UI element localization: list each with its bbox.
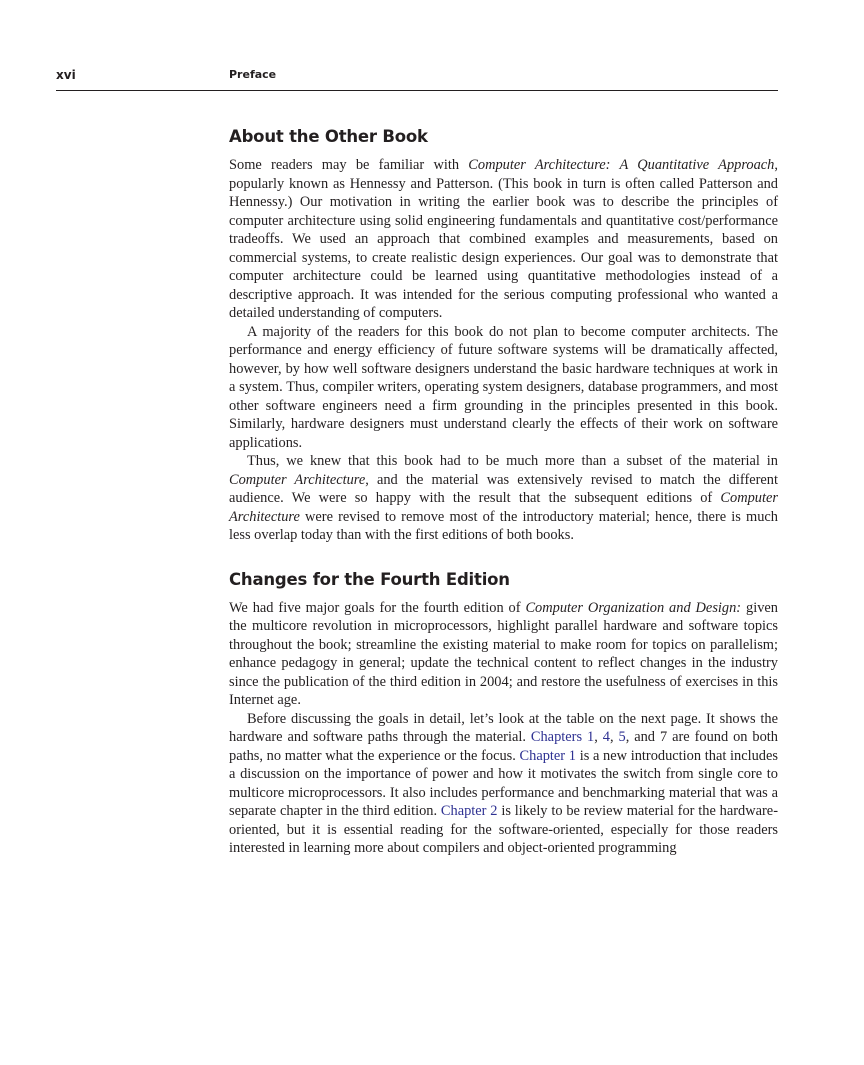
- paragraph: [229, 599, 778, 710]
- text-run: We had five major goals for the fourth edition of: [229, 599, 526, 616]
- chapter-reference-link[interactable]: 5: [618, 729, 626, 745]
- italic-text-run: Computer Architecture: [229, 471, 366, 488]
- chapter-reference-link[interactable]: Chapters 1: [530, 729, 595, 745]
- text-run: , popularly known as Hennessy and Patterson. (This book in turn is often called Patterson and Hennessy.) Our motivation in writing the earlier book was to describe the principles of computer architecture using solid engineering fundamentals and quantitative cost/performance tradeoffs. We used an approach that combined examples and measurements, based on commercial systems, to create realistic design experiences. Our goal was to demonstrate that computer architecture could be learned using quantitative methodologies instead of a descriptive approach. It was intended for the serious computing professional who wanted a detailed understanding of computers.: [229, 157, 778, 321]
- text-run: Thus, we knew that this book had to be much more than a subset of the material in: [247, 453, 778, 469]
- italic-text-run: Computer Architecture: [229, 490, 778, 525]
- paragraph: [229, 710, 778, 858]
- italic-text-run: Computer Organization and Design:: [525, 599, 742, 616]
- text-run: , and the material was extensively revised to match the different audience. We were so happy with the result that the subsequent editions of: [229, 471, 778, 506]
- section-changes-fourth-edition: [229, 569, 778, 858]
- paragraph: [229, 156, 778, 323]
- running-head: [56, 68, 778, 91]
- text-run: is a new introduction that includes a discussion on the importance of power and how it motivates the switch from single core to multicore microprocessors. It also includes performance and benchmarking material that was a separate chapter in the third edition.: [229, 747, 778, 819]
- paragraph: [229, 452, 778, 545]
- text-run: Before discussing the goals in detail, let’s look at the table on the next page. It shows the hardware and software paths through the material.: [229, 710, 778, 745]
- text-run: ,: [609, 729, 619, 745]
- section-heading: About the Other Book: [229, 127, 428, 146]
- section-about-other-book: [229, 126, 778, 545]
- chapter-reference-link[interactable]: Chapter 2: [440, 803, 498, 819]
- text-run: were revised to remove most of the introductory material; hence, there is much less overlap today than with the first editions of both books.: [229, 508, 778, 543]
- text-run: A majority of the readers for this book do not plan to become computer architects. The performance and energy efficiency of future software systems will be dramatically affected, however, by how well software designers understand the basic hardware techniques at work in a system. Thus, compiler writers, operating system designers, database programmers, and most other software engineers need a firm grounding in the principles presented in this book. Similarly, hardware designers must understand clearly the effects of their work on software applications.: [229, 323, 778, 451]
- section-heading: Changes for the Fourth Edition: [229, 569, 510, 589]
- chapter-reference-link[interactable]: 4: [602, 729, 610, 745]
- italic-text-run: Computer Architecture: A Quantitative Approach: [468, 157, 775, 173]
- text-run: is likely to be review material for the hardware-oriented, but it is essential reading for the software-oriented, especially for those readers interested in learning more about compilers and object-oriented programming: [229, 803, 778, 856]
- page-number: xvi: [56, 68, 76, 82]
- page-body: [229, 126, 778, 882]
- text-run: Some readers may be familiar with: [229, 157, 469, 173]
- text-run: , and 7 are found on both paths, no matter what the experience or the focus.: [229, 729, 779, 764]
- paragraph: [229, 323, 778, 453]
- text-run: given the multicore revolution in microprocessors, highlight parallel hardware and software topics throughout the book; streamline the existing material to make room for topics on parallelism; enhance pedagogy in general; update the technical content to reflect changes in the industry since the publication of the third edition in 2004; and restore the usefulness of exercises in this Internet age.: [229, 599, 778, 708]
- chapter-reference-link[interactable]: Chapter 1: [519, 747, 576, 764]
- running-title: Preface: [229, 68, 277, 81]
- text-run: ,: [594, 729, 603, 745]
